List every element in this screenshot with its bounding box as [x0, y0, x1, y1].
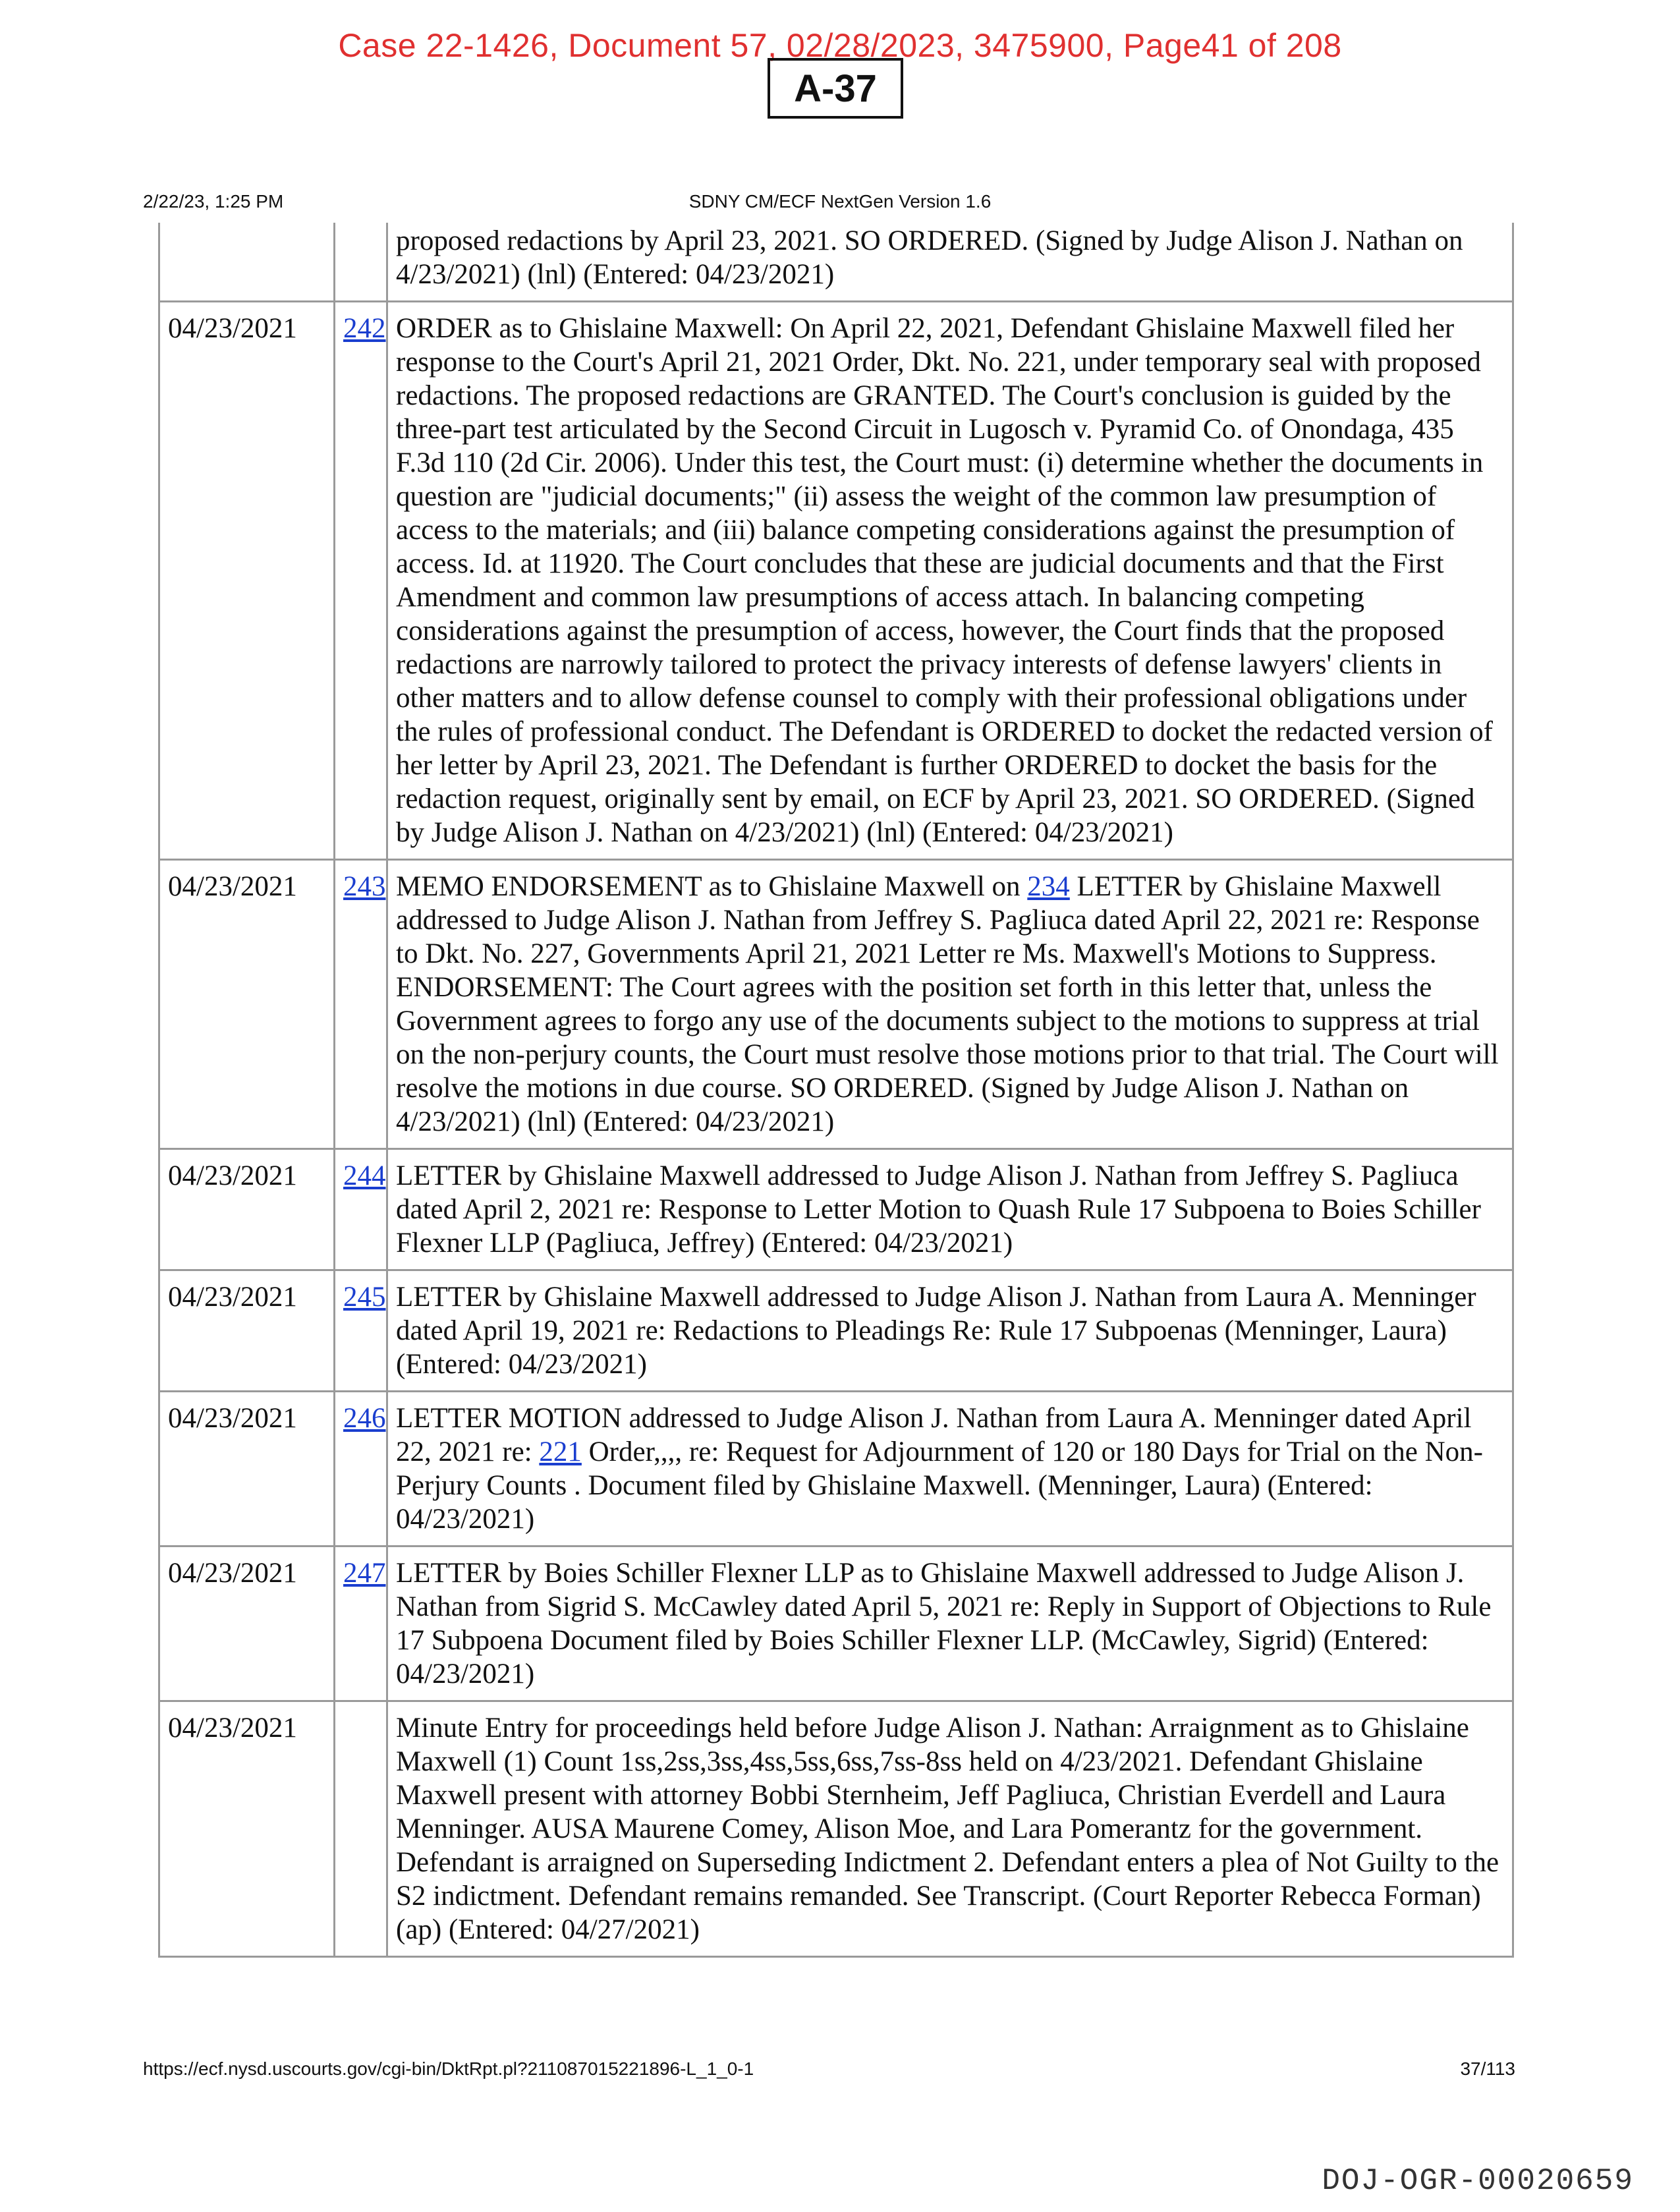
footer-page-number: 37/113	[1460, 2058, 1515, 2079]
number-cell	[335, 860, 387, 1149]
docket-text-cell: ORDER as to Ghislaine Maxwell: On April 22, 2021, Defendant Ghislaine Maxwell filed her response to the Court's April 21, 2021 Order, Dkt. No. 221, under temporary seal with proposed redactions. The proposed redactions are GRANTED. The Court's conclusion is guided by the three-part test articulated by the Second Circuit in Lugosch v. Pyramid Co. of Onondaga, 435 F.3d 110 (2d Cir. 2006). Under this test, the Court must: (i) determine whether the documents in question are "judicial documents;" (ii) assess the weight of the common law presumption of access to the materials; and (iii) balance competing considerations against the presumption of access. Id. at 11920. The Court concludes that these are judicial documents and that the First Amendment and common law presumptions of access attach. In balancing competing considerations against the presumption of access, however, the Court finds that the proposed redactions are narrowly tailored to protect the privacy interests of defense lawyers' clients in other matters and to allow defense counsel to comply with their professional obligations under the rules of professional conduct. The Defendant is ORDERED to docket the redacted version of her letter by April 23, 2021. The Defendant is further ORDERED to docket the basis for the redaction request, originally sent by email, on ECF by April 23, 2021. SO ORDERED. (Signed by Judge Alison J. Nathan on 4/23/2021) (lnl) (Entered: 04/23/2021)	[387, 302, 1513, 860]
docket-entry-link-247[interactable]: 247	[343, 1558, 386, 1589]
docket-text-cell: Minute Entry for proceedings held before Judge Alison J. Nathan: Arraignment as to Ghislaine Maxwell (1) Count 1ss,2ss,3ss,4ss,5ss,6ss,7ss-8ss held on 4/23/2021. Defendant Ghislaine Maxwell present with attorney Bobbi Sternheim, Jeff Pagliuca, Christian Everdell and Laura Menninger. AUSA Maurene Comey, Alison Moe, and Lara Pomerantz for the government. Defendant is arraigned on Superseding Indictment 2. Defendant enters a plea of Not Guilty to the S2 indictment. Defendant remains remanded. See Transcript. (Court Reporter Rebecca Forman) (ap) (Entered: 04/27/2021)	[387, 1701, 1513, 1957]
docket-entry-link-245[interactable]: 245	[343, 1282, 386, 1313]
docket-entry-link-244[interactable]: 244	[343, 1160, 386, 1191]
exhibit-label: A-37	[768, 58, 903, 119]
table-row	[159, 1149, 1513, 1270]
table-row	[159, 223, 1513, 302]
number-cell	[335, 1546, 387, 1701]
number-cell	[335, 223, 387, 302]
docket-entry-link-246[interactable]: 246	[343, 1403, 386, 1434]
docket-text: LETTER by Ghislaine Maxwell addressed to Judge Alison J. Nathan from Jeffrey S. Pagliuca dated April 22, 2021 re: Response to Dkt. No. 227, Governments April 21, 2021 Letter re Ms. Maxwell's Motions to Suppress. ENDORSEMENT: The Court agrees with the position set forth in this letter that, unless the Government agrees to forgo any use of the documents subject to the motions to suppress at trial on the non-perjury counts, the Court must resolve those motions prior to that trial. The Court will resolve the motions in due course. SO ORDERED. (Signed by Judge Alison J. Nathan on 4/23/2021) (lnl) (Entered: 04/23/2021)	[396, 871, 1499, 1137]
date-cell: 04/23/2021	[159, 1392, 335, 1546]
docket-text: LETTER MOTION addressed to Judge Alison J. Nathan from Laura A. Menninger dated April 22, 2021 re:	[396, 1403, 1472, 1467]
docket-table	[158, 223, 1514, 1958]
number-cell	[335, 1270, 387, 1392]
date-cell	[159, 223, 335, 302]
docket-entry-link-242[interactable]: 242	[343, 313, 386, 344]
table-row	[159, 1546, 1513, 1701]
table-row	[159, 1392, 1513, 1546]
footer-url: https://ecf.nysd.uscourts.gov/cgi-bin/DktRpt.pl?211087015221896-L_1_0-1	[143, 2058, 754, 2079]
number-cell	[335, 302, 387, 860]
table-row	[159, 302, 1513, 860]
docket-text-cell	[387, 1392, 1513, 1546]
docket-text-cell: LETTER by Ghislaine Maxwell addressed to Judge Alison J. Nathan from Jeffrey S. Pagliuca dated April 2, 2021 re: Response to Letter Motion to Quash Rule 17 Subpoena to Boies Schiller Flexner LLP (Pagliuca, Jeffrey) (Entered: 04/23/2021)	[387, 1149, 1513, 1270]
table-row	[159, 860, 1513, 1149]
docket-text: MEMO ENDORSEMENT as to Ghislaine Maxwell on	[396, 871, 1028, 902]
date-cell: 04/23/2021	[159, 1701, 335, 1957]
date-cell: 04/23/2021	[159, 1546, 335, 1701]
docket-text-cell: LETTER by Ghislaine Maxwell addressed to Judge Alison J. Nathan from Laura A. Menninger dated April 19, 2021 re: Redactions to Pleadings Re: Rule 17 Subpoenas (Menninger, Laura) (Entered: 04/23/2021)	[387, 1270, 1513, 1392]
date-cell: 04/23/2021	[159, 1149, 335, 1270]
table-row	[159, 1701, 1513, 1957]
bates-number: DOJ-OGR-00020659	[1322, 2164, 1634, 2198]
date-cell: 04/23/2021	[159, 302, 335, 860]
docket-ref-link-221[interactable]: 221	[539, 1436, 582, 1467]
docket-text-cell: proposed redactions by April 23, 2021. SO ORDERED. (Signed by Judge Alison J. Nathan on 4/23/2021) (lnl) (Entered: 04/23/2021)	[387, 223, 1513, 302]
docket-text-cell: LETTER by Boies Schiller Flexner LLP as to Ghislaine Maxwell addressed to Judge Alison J. Nathan from Sigrid S. McCawley dated April 5, 2021 re: Reply in Support of Objections to Rule 17 Subpoena Document filed by Boies Schiller Flexner LLP. (McCawley, Sigrid) (Entered: 04/23/2021)	[387, 1546, 1513, 1701]
number-cell	[335, 1701, 387, 1957]
number-cell	[335, 1149, 387, 1270]
case-stamp: Case 22-1426, Document 57, 02/28/2023, 3475900, Page41 of 208	[338, 27, 1342, 64]
table-row	[159, 1270, 1513, 1392]
date-cell: 04/23/2021	[159, 1270, 335, 1392]
date-cell: 04/23/2021	[159, 860, 335, 1149]
docket-text-cell	[387, 860, 1513, 1149]
print-timestamp: 2/22/23, 1:25 PM	[143, 191, 284, 212]
print-source: SDNY CM/ECF NextGen Version 1.6	[688, 191, 992, 212]
docket-ref-link-234[interactable]: 234	[1027, 871, 1070, 902]
docket-entry-link-243[interactable]: 243	[343, 871, 386, 902]
docket-text: Order,,,, re: Request for Adjournment of 120 or 180 Days for Trial on the Non-Perjury Counts . Document filed by Ghislaine Maxwell. (Menninger, Laura) (Entered: 04/23/2021)	[396, 1436, 1483, 1535]
number-cell	[335, 1392, 387, 1546]
